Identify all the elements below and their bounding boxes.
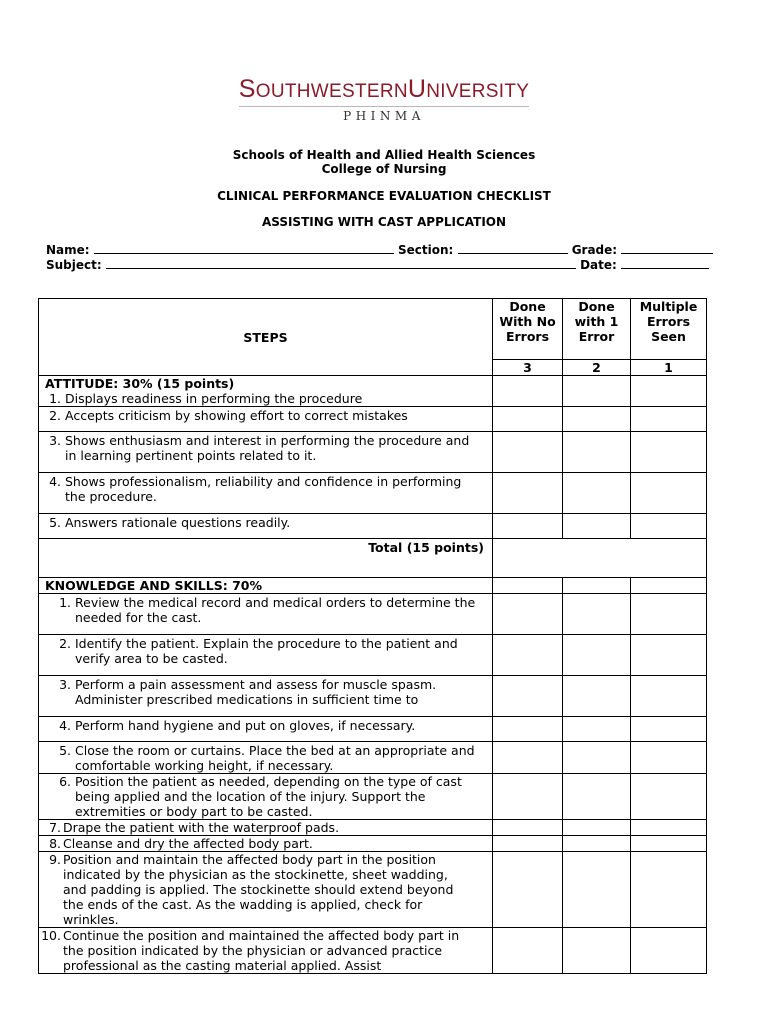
rating-cell[interactable] [563,514,631,539]
rating-cell[interactable] [563,376,631,407]
steps-header: STEPS [39,299,493,376]
evaluation-table [38,298,707,974]
rating-cell[interactable] [631,407,707,432]
rating-cell[interactable] [631,473,707,514]
subject-label: Subject: [46,258,102,272]
rating-cell[interactable] [631,514,707,539]
table-row: 7. Drape the patient with the waterproof pads. [39,820,493,836]
rating-cell[interactable] [631,717,707,742]
name-label: Name: [46,243,90,257]
rating-cell[interactable] [631,836,707,852]
score-1: 1 [631,360,707,376]
table-row: 6. Position the patient as needed, depending on the type of cast being applied and the location of the injury. Support the extremities or body part to be casted. [39,774,493,820]
school-name: Schools of Health and Allied Health Sciences [232,148,536,162]
table-row: 4. Shows professionalism, reliability and confidence in performing the procedure. [39,473,493,514]
score-2: 2 [563,360,631,376]
rating-cell[interactable] [493,635,563,676]
rating-cell[interactable] [563,676,631,717]
rating-cell[interactable] [493,717,563,742]
name-section-grade-line [46,243,713,257]
col-no-errors-header: Done With No Errors [493,299,563,360]
rating-cell[interactable] [493,836,563,852]
grade-label: Grade: [571,243,618,257]
rating-cell[interactable] [563,928,631,974]
attitude-section-title: ATTITUDE: 30% (15 points) [39,376,493,392]
rating-cell[interactable] [563,742,631,774]
table-row: 3. Perform a pain assessment and assess for muscle spasm. Administer prescribed medications in sufficient time to [39,676,493,717]
rating-cell[interactable] [563,852,631,928]
college-name: College of Nursing [321,162,447,176]
table-row: 1. Displays readiness in performing the procedure [39,391,493,407]
table-row: 2. Identify the patient. Explain the procedure to the patient and verify area to be casted. [39,635,493,676]
rating-cell[interactable] [493,928,563,974]
rating-cell[interactable] [563,635,631,676]
rating-cell[interactable] [563,820,631,836]
rating-cell[interactable] [563,836,631,852]
col-multiple-errors-header: Multiple Errors Seen [631,299,707,360]
rating-cell[interactable] [563,432,631,473]
table-row: 5. Close the room or curtains. Place the bed at an appropriate and comfortable working height, if necessary. [39,742,493,774]
score-3: 3 [493,360,563,376]
rating-cell[interactable] [631,742,707,774]
university-logo [0,76,768,123]
rating-cell[interactable] [563,473,631,514]
rating-cell[interactable] [631,928,707,974]
rating-cell[interactable] [631,635,707,676]
rating-cell[interactable] [493,578,563,594]
rating-cell[interactable] [631,852,707,928]
rating-cell[interactable] [493,594,563,635]
rating-cell[interactable] [493,376,563,407]
date-field[interactable] [621,258,709,269]
table-row: 4. Perform hand hygiene and put on gloves, if necessary. [39,717,493,742]
rating-cell[interactable] [631,376,707,407]
rating-cell[interactable] [631,594,707,635]
table-row: 10. Continue the position and maintained the affected body part in the position indicated by the physician or advanced practice professional as the casting material applied. Assist [39,928,493,974]
col-one-error-header: Done with 1 Error [563,299,631,360]
rating-cell[interactable] [631,774,707,820]
rating-cell[interactable] [493,473,563,514]
subject-field[interactable] [106,258,576,269]
rating-cell[interactable] [493,514,563,539]
rating-cell[interactable] [631,820,707,836]
rating-cell[interactable] [493,407,563,432]
rating-cell[interactable] [631,578,707,594]
rating-cell[interactable] [563,578,631,594]
table-row: 1. Review the medical record and medical orders to determine the needed for the cast. [39,594,493,635]
rating-cell[interactable] [493,676,563,717]
procedure-title: ASSISTING WITH CAST APPLICATION [261,215,507,229]
knowledge-section-title: KNOWLEDGE AND SKILLS: 70% [39,578,493,594]
attitude-total-field[interactable] [493,539,707,578]
table-row: 2. Accepts criticism by showing effort to correct mistakes [39,407,493,432]
date-label: Date: [580,258,617,272]
logo-wordmark: SOUTHWESTERNUNIVERSITY [239,76,529,107]
section-label: Section: [397,243,454,257]
section-field[interactable] [458,243,568,254]
rating-cell[interactable] [631,676,707,717]
rating-cell[interactable] [563,774,631,820]
name-field[interactable] [94,243,394,254]
rating-cell[interactable] [563,717,631,742]
rating-cell[interactable] [563,594,631,635]
rating-cell[interactable] [493,774,563,820]
subject-date-line [46,258,709,272]
logo-subtitle: PHINMA [343,109,425,123]
rating-cell[interactable] [631,432,707,473]
attitude-total-label: Total (15 points) [39,539,493,578]
rating-cell[interactable] [563,407,631,432]
form-title: CLINICAL PERFORMANCE EVALUATION CHECKLIST [217,189,551,203]
table-row: 3. Shows enthusiasm and interest in performing the procedure and in learning pertinent points related to it. [39,432,493,473]
table-row: 9. Position and maintain the affected body part in the position indicated by the physician as the stockinette, sheet wadding, and padding is applied. The stockinette should extend beyond the ends of the cast. As the wadding is applied, check for wrinkles. [39,852,493,928]
rating-cell[interactable] [493,852,563,928]
rating-cell[interactable] [493,432,563,473]
table-row: 8. Cleanse and dry the affected body part. [39,836,493,852]
rating-cell[interactable] [493,820,563,836]
table-row: 5. Answers rationale questions readily. [39,514,493,539]
rating-cell[interactable] [493,742,563,774]
grade-field[interactable] [621,243,713,254]
